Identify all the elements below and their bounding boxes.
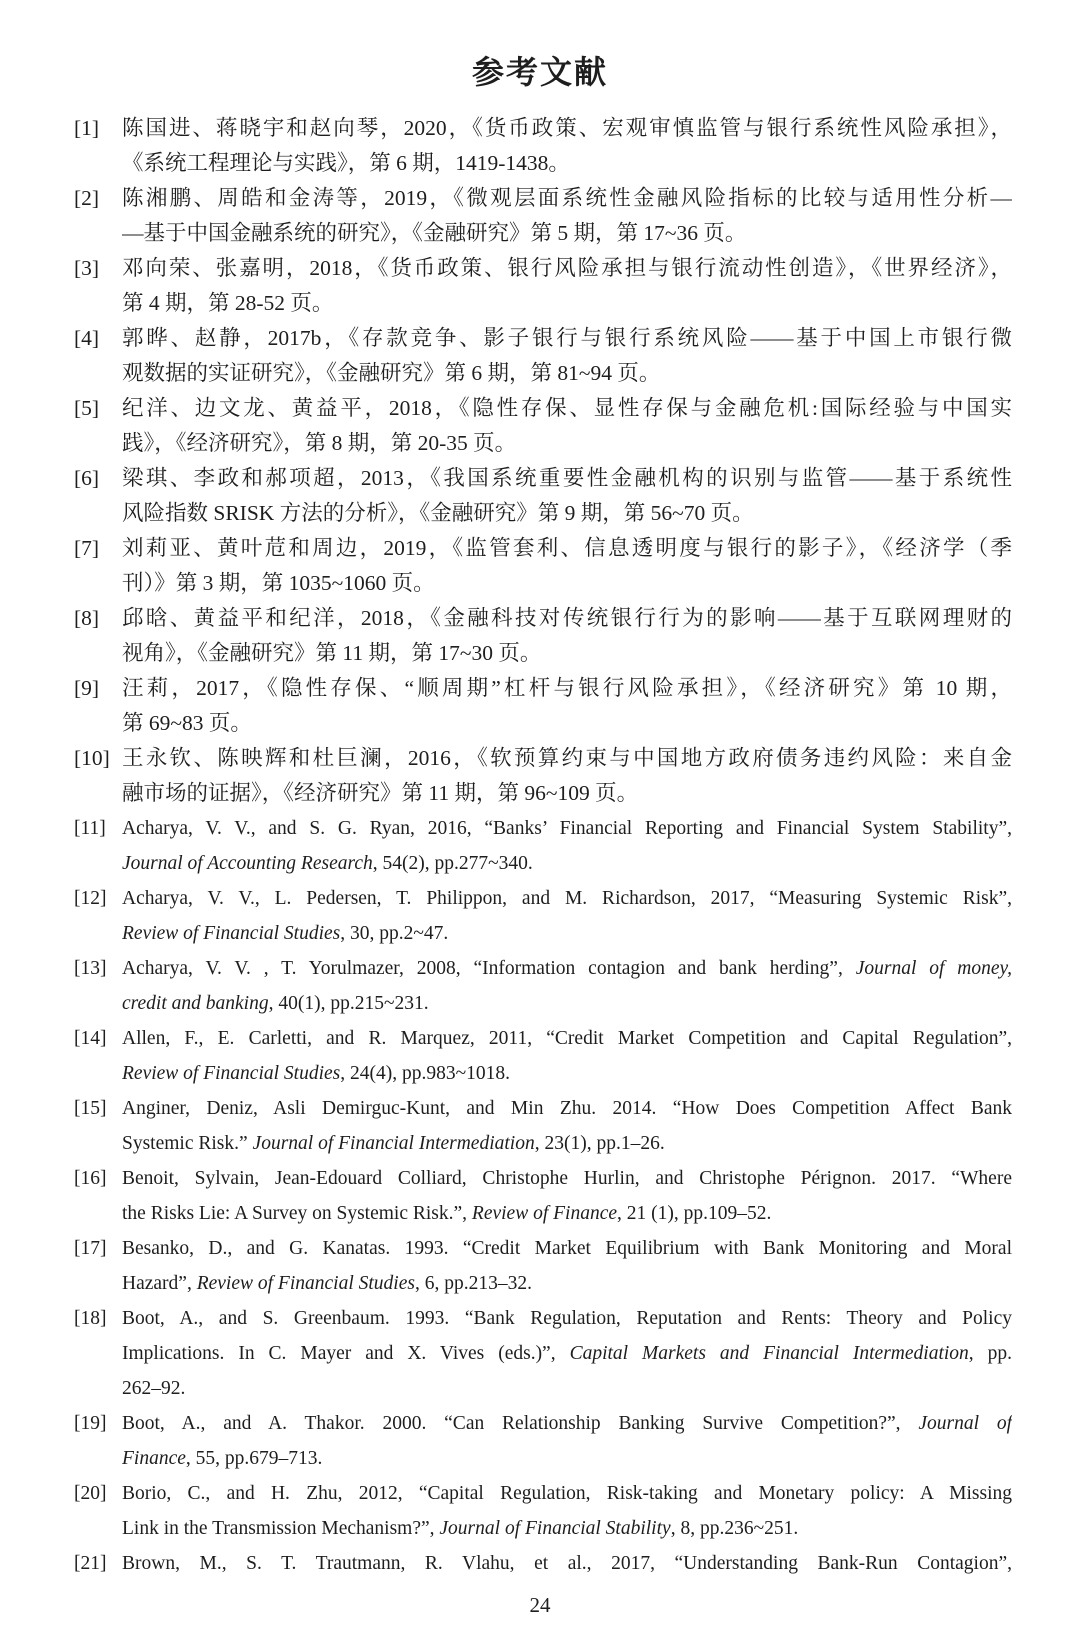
reference-item [74,251,1012,321]
reference-text: , 55, pp.679–713. [185,1448,323,1469]
journal-name-italic: Review of Financial Studies [196,1273,415,1294]
reference-number: [12] [74,888,107,909]
reference-text: , 30, pp.2~47. [340,923,449,944]
reference-item [74,181,1012,251]
reference-text: Implications. In C. Mayer and X. Vives (eds.)”, [122,1343,570,1364]
reference-item [74,1091,1012,1161]
reference-line [122,1406,1012,1441]
reference-number: [2] [74,186,100,210]
reference-text: 262–92. [122,1378,186,1399]
reference-number: [5] [74,396,100,420]
reference-text: 观数据的实证研究》，《金融研究》第 6 期，第 81~94 页。 [122,361,661,385]
reference-text: 纪洋、边文龙、黄益平，2018，《隐性存保、显性存保与金融危机:国际经验与中国实 [122,396,1012,420]
reference-text: 汪莉，2017，《隐性存保、“顺周期”杠杆与银行风险承担》，《经济研究》第 10 期， [122,676,1012,700]
journal-name-italic: Finance [122,1448,186,1469]
reference-item [74,1476,1012,1546]
reference-line [122,706,1012,741]
reference-text: , 54(2), pp.277~340. [372,853,533,874]
journal-name-italic: Review of Financial Studies [122,1063,341,1084]
page-number: 24 [529,1593,551,1617]
reference-text: Systemic Risk.” [122,1133,253,1154]
reference-line [122,1441,1012,1476]
journal-name-italic: Journal of [918,1413,1012,1434]
reference-line [122,566,1012,601]
reference-text: 梁琪、李政和郝项超，2013，《我国系统重要性金融机构的识别与监管——基于系统性 [122,466,1012,490]
reference-item [74,391,1012,461]
reference-item [74,741,1012,811]
reference-text: Anginer, Deniz, Asli Demirguc-Kunt, and Min Zhu. 2014. “How Does Competition Affect Bank [122,1098,1012,1119]
reference-number: [10] [74,746,110,770]
reference-text: Acharya, V. V., and S. G. Ryan, 2016, “Banks’ Financial Reporting and Financial System Stability”, [122,818,1012,839]
reference-text: 风险指数 SRISK 方法的分析》，《金融研究》第 9 期，第 56~70 页。 [122,501,754,525]
reference-number: [11] [74,818,106,839]
reference-line [122,1056,1012,1091]
reference-item [74,531,1012,601]
journal-name-italic: credit and banking [122,993,269,1014]
journal-name-italic: Review of Financial Studies [122,923,341,944]
reference-text: 融市场的证据》，《经济研究》第 11 期，第 96~109 页。 [122,781,639,805]
reference-item [74,111,1012,181]
reference-item [74,881,1012,951]
references-list [74,111,1012,1581]
journal-name-italic: Journal of money, [855,958,1012,979]
reference-line [122,321,1012,356]
reference-line [122,531,1012,566]
reference-line [122,391,1012,426]
reference-line [122,1021,1012,1056]
reference-line [122,1091,1012,1126]
reference-line [122,426,1012,461]
reference-text: the Risks Lie: A Survey on Systemic Risk.”, [122,1203,472,1224]
reference-line [122,951,1012,986]
reference-text: 陈国进、蒋晓宇和赵向琴，2020，《货币政策、宏观审慎监管与银行系统性风险承担》， [122,116,1012,140]
reference-line [122,776,1012,811]
reference-item [74,1546,1012,1581]
reference-text: 践》，《经济研究》，第 8 期，第 20-35 页。 [122,431,517,455]
reference-line [122,1301,1012,1336]
reference-text: , 24(4), pp.983~1018. [340,1063,511,1084]
reference-item [74,671,1012,741]
reference-text: Borio, C., and H. Zhu, 2012, “Capital Regulation, Risk-taking and Monetary policy: A Missing [122,1483,1012,1504]
reference-line [122,1161,1012,1196]
reference-line [122,1546,1012,1581]
reference-number: [9] [74,676,100,700]
reference-line [122,111,1012,146]
reference-text: Acharya, V. V. , T. Yorulmazer, 2008, “Information contagion and bank herding”, [122,958,856,979]
reference-item [74,1021,1012,1091]
reference-line [122,916,1012,951]
reference-text: Hazard”, [122,1273,197,1294]
reference-line [122,461,1012,496]
reference-line [122,846,1012,881]
reference-line [122,1476,1012,1511]
reference-text: Benoit, Sylvain, Jean-Edouard Colliard, Christophe Hurlin, and Christophe Pérignon. 2017. “Where [122,1168,1012,1189]
reference-text: Allen, F., E. Carletti, and R. Marquez, 2011, “Credit Market Competition and Capital Regulation”, [122,1028,1012,1049]
reference-text: 刘莉亚、黄叶苊和周边，2019，《监管套利、信息透明度与银行的影子》，《经济学（季 [122,536,1012,560]
reference-text: Besanko, D., and G. Kanatas. 1993. “Credit Market Equilibrium with Bank Monitoring and Moral [122,1238,1012,1259]
reference-item [74,321,1012,391]
reference-number: [19] [74,1413,107,1434]
reference-line [122,881,1012,916]
reference-line [122,1266,1012,1301]
reference-number: [17] [74,1238,107,1259]
reference-text: 王永钦、陈映辉和杜巨澜，2016，《软预算约束与中国地方政府债务违约风险：来自金 [122,746,1012,770]
reference-line [122,741,1012,776]
reference-number: [15] [74,1098,107,1119]
reference-text: , 6, pp.213–32. [414,1273,532,1294]
reference-number: [6] [74,466,100,490]
reference-line [122,181,1012,216]
reference-text: —基于中国金融系统的研究》，《金融研究》第 5 期，第 17~36 页。 [122,221,747,245]
reference-item [74,951,1012,1021]
journal-name-italic: Journal of Financial Stability [439,1518,671,1539]
reference-line [122,601,1012,636]
reference-line [122,636,1012,671]
reference-text: 邓向荣、张嘉明，2018，《货币政策、银行风险承担与银行流动性创造》，《世界经济》， [122,256,1012,280]
reference-number: [21] [74,1553,107,1574]
reference-line [122,671,1012,706]
reference-text: Link in the Transmission Mechanism?”, [122,1518,440,1539]
reference-number: [3] [74,256,100,280]
reference-text: , pp. [968,1343,1012,1364]
reference-text: 第 4 期，第 28-52 页。 [122,291,334,315]
reference-text: , 21 (1), pp.109–52. [617,1203,772,1224]
reference-line [122,146,1012,181]
reference-number: [7] [74,536,100,560]
reference-item [74,601,1012,671]
reference-line [122,1336,1012,1371]
reference-line [122,1231,1012,1266]
reference-number: [4] [74,326,100,350]
reference-text: 邱晗、黄益平和纪洋，2018，《金融科技对传统银行行为的影响——基于互联网理财的 [122,606,1012,630]
reference-line [122,986,1012,1021]
reference-text: 陈湘鹏、周皓和金涛等，2019，《微观层面系统性金融风险指标的比较与适用性分析— [122,186,1012,210]
reference-item [74,461,1012,531]
reference-number: [20] [74,1483,107,1504]
reference-number: [14] [74,1028,107,1049]
reference-item [74,811,1012,881]
reference-line [122,811,1012,846]
reference-number: [16] [74,1168,107,1189]
reference-number: [13] [74,958,107,979]
reference-line [122,251,1012,286]
reference-line [122,356,1012,391]
reference-number: [1] [74,116,100,140]
reference-line [122,1196,1012,1231]
reference-line [122,216,1012,251]
page-title: 参考文献 [471,54,608,90]
reference-text: 郭晔、赵静，2017b，《存款竞争、影子银行与银行系统风险——基于中国上市银行微 [122,326,1012,350]
reference-line [122,1371,1012,1406]
reference-text: 刊）》第 3 期，第 1035~1060 页。 [122,571,435,595]
reference-number: [8] [74,606,100,630]
reference-line [122,496,1012,531]
reference-item [74,1231,1012,1301]
reference-item [74,1161,1012,1231]
reference-text: 第 69~83 页。 [122,711,252,735]
reference-text: , 23(1), pp.1–26. [534,1133,665,1154]
journal-name-italic: Review of Finance [471,1203,618,1224]
reference-text: 视角》，《金融研究》第 11 期，第 17~30 页。 [122,641,542,665]
reference-text: , 40(1), pp.215~231. [268,993,429,1014]
reference-text: Boot, A., and A. Thakor. 2000. “Can Relationship Banking Survive Competition?”, [122,1413,919,1434]
reference-text: Brown, M., S. T. Trautmann, R. Vlahu, et al., 2017, “Understanding Bank-Run Contagion”, [122,1553,1012,1574]
reference-number: [18] [74,1308,107,1329]
reference-item [74,1301,1012,1406]
reference-text: Acharya, V. V., L. Pedersen, T. Philippon, and M. Richardson, 2017, “Measuring Systemic Risk”, [122,888,1012,909]
reference-text: 《系统工程理论与实践》，第 6 期，1419-1438。 [122,151,570,175]
journal-name-italic: Capital Markets and Financial Intermediation [569,1343,969,1364]
reference-line [122,1126,1012,1161]
journal-name-italic: Journal of Accounting Research [122,853,373,874]
reference-line [122,286,1012,321]
reference-line [122,1511,1012,1546]
reference-item [74,1406,1012,1476]
reference-text: Boot, A., and S. Greenbaum. 1993. “Bank Regulation, Reputation and Rents: Theory and Policy [122,1308,1012,1329]
reference-text: , 8, pp.236~251. [670,1518,799,1539]
journal-name-italic: Journal of Financial Intermediation [252,1133,535,1154]
